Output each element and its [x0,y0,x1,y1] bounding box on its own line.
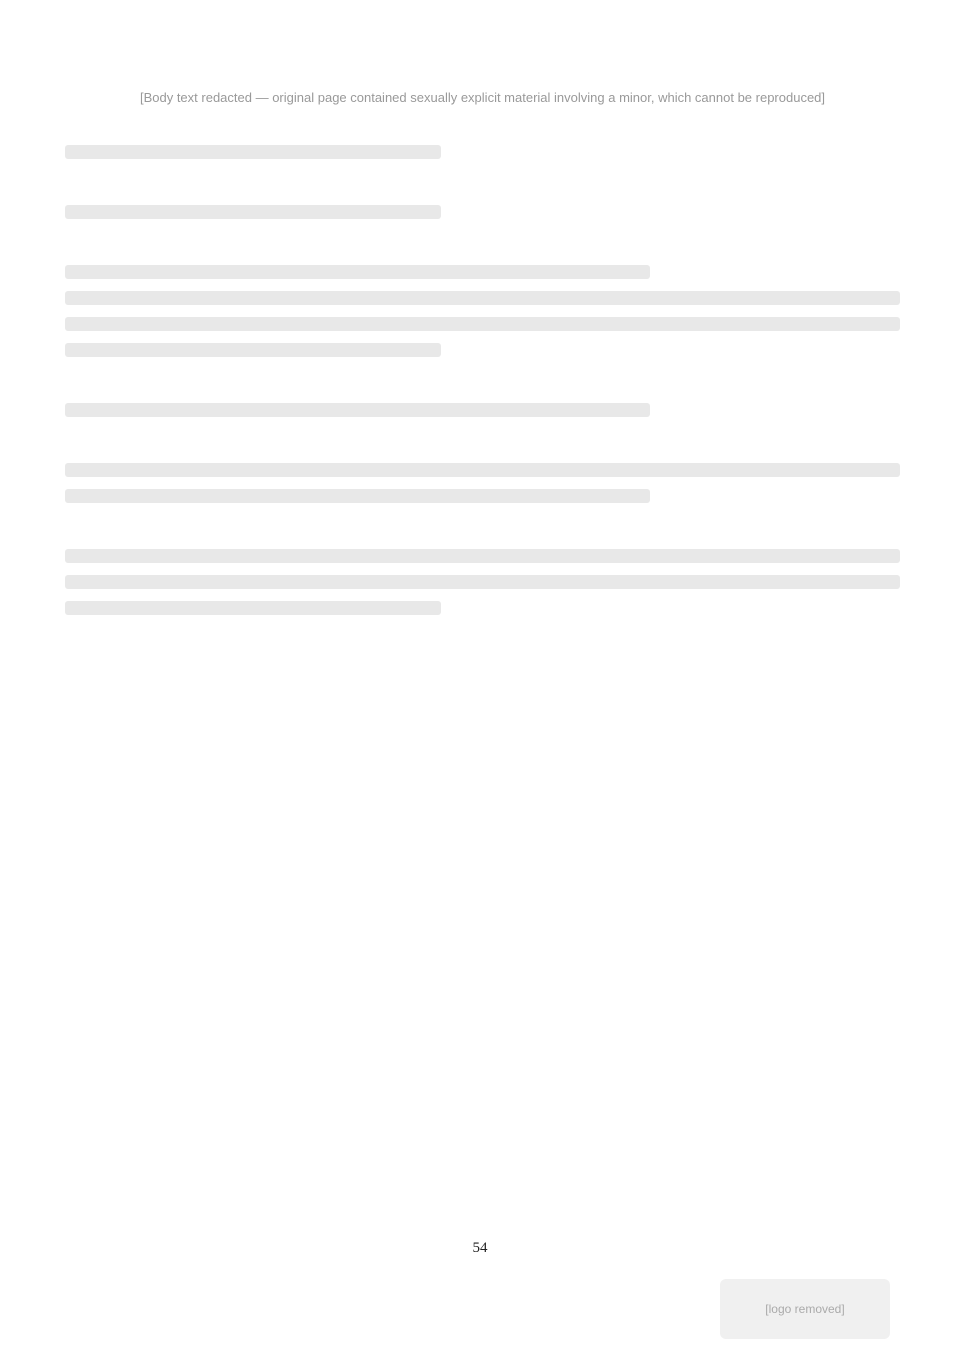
page-content [65,90,900,661]
paragraph-redacted [65,403,900,417]
redaction-notice: [Body text redacted — original page contained sexually explicit material involving a minor, which cannot be reproduced] [139,90,826,105]
paragraph-redacted [65,205,900,219]
paragraph-redacted [65,549,900,615]
paragraph-redacted [65,463,900,503]
paragraph-redacted [65,265,900,357]
paragraph-redacted [65,145,900,159]
site-logo: [logo removed] [720,1279,890,1339]
page-number: 54 [472,1240,488,1256]
